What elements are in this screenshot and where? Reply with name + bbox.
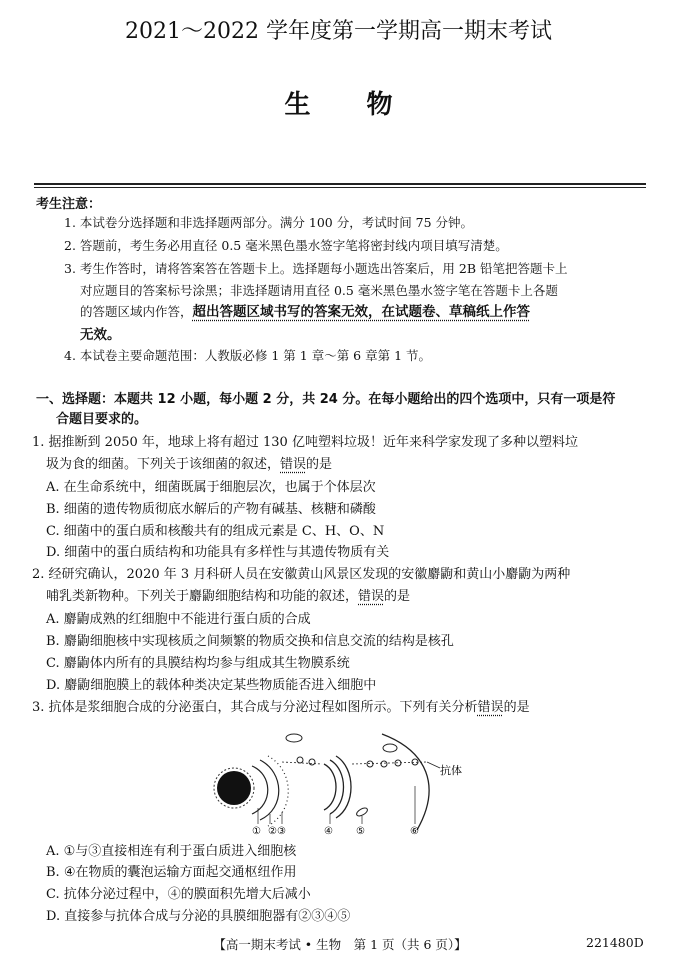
mitochondrion-icon — [286, 734, 302, 742]
section-heading-line2: 合题目要求的。 — [56, 412, 148, 427]
mitochondrion-icon — [355, 806, 368, 817]
figure-number-1: ① — [252, 826, 261, 836]
notice-item-2: 2. 答题前，考生务必用直径 0.5 毫米黑色墨水签字笔将密封线内项目填写清楚。 — [64, 238, 508, 253]
notice-item-4: 4. 本试卷主要命题范围：人教版必修 1 第 1 章～第 6 章第 1 节。 — [64, 348, 431, 363]
question-3-stem: 3. 抗体是浆细胞合成的分泌蛋白，其合成与分泌过程如图所示。下列有关分析 — [32, 700, 478, 715]
mitochondrion-icon — [383, 744, 397, 752]
question-2-stem: 哺乳类新物种。下列关于麝鼩细胞结构和功能的叙述， — [46, 589, 359, 604]
notice-item-3-strong: 超出答题区域书写的答案无效，在试题卷、草稿纸上作答 — [192, 304, 531, 320]
figure-number-2-3: ②③ — [268, 826, 286, 836]
er-membrane-2 — [260, 760, 279, 820]
question-3-option-a: A. ①与③直接相连有利于蛋白质进入细胞核 — [46, 844, 297, 859]
question-1-option-b: B. 细菌的遗传物质彻底水解后的产物有碱基、核糖和磷酸 — [46, 502, 376, 517]
golgi-2 — [330, 760, 344, 814]
question-3-option-d: D. 直接参与抗体合成与分泌的具膜细胞器有②③④⑤ — [46, 909, 351, 924]
notice-item-3-plain: 的答题区域内作答， — [80, 304, 193, 319]
footer-exam-code: 221480D — [586, 935, 644, 950]
subject-title: 生物 — [284, 90, 449, 120]
er-membrane-1 — [252, 766, 268, 814]
question-2-line2 — [46, 586, 666, 608]
notice-item-3-strong-end: 无效。 — [80, 327, 121, 343]
question-1-emphasis: 错误 — [280, 457, 307, 472]
antibody-pointer — [427, 762, 440, 768]
question-3-line1 — [32, 697, 652, 719]
figure-number-4: ④ — [324, 826, 333, 836]
question-1-option-d: D. 细菌中的蛋白质结构和功能具有多样性与其遗传物质有关 — [46, 545, 390, 560]
question-2-stem-end: 的是 — [384, 589, 411, 604]
question-3-option-c: C. 抗体分泌过程中，④的膜面积先增大后减小 — [46, 887, 311, 902]
transport-arrow — [282, 762, 427, 764]
question-1-stem-end: 的是 — [306, 457, 333, 472]
notice-item-3: 3. 考生作答时，请将答案答在答题卡上。选择题每小题选出答案后，用 2B 铅笔把答题卡上 — [64, 261, 568, 276]
question-2-option-a: A. 麝鼩成熟的红细胞中不能进行蛋白质的合成 — [46, 612, 311, 627]
question-2-line1: 2. 经研究确认，2020 年 3 月科研人员在安徽黄山风景区发现的安徽麝鼩和黄山小麝鼩为两种 — [32, 567, 571, 582]
notice-heading: 考生注意： — [36, 197, 102, 212]
notice-item-3-line3 — [80, 300, 655, 324]
footer-page-info: 【高一期末考试 • 生物 第 1 页（共 6 页）】 — [213, 937, 467, 952]
er-ribosomes — [268, 756, 288, 826]
header-divider-thin — [34, 187, 646, 188]
question-1-line1: 1. 据推断到 2050 年，地球上将有超过 130 亿吨塑料垃圾！近年来科学家发现了多种以塑料垃 — [32, 435, 578, 450]
figure-number-6: ⑥ — [410, 826, 419, 836]
vesicle-icon — [367, 761, 373, 767]
nucleus-icon — [217, 771, 251, 805]
question-1-stem: 圾为食的细菌。下列关于该细菌的叙述， — [46, 457, 281, 472]
question-3-option-b: B. ④在物质的囊泡运输方面起交通枢纽作用 — [46, 865, 297, 880]
golgi-1 — [324, 764, 336, 810]
vesicle-icon — [297, 757, 303, 763]
exam-title: 2021～2022 学年度第一学期高一期末考试 — [125, 19, 552, 44]
question-2-option-d: D. 麝鼩细胞膜上的载体种类决定某些物质能否进入细胞中 — [46, 678, 377, 693]
notice-item-1: 1. 本试卷分选择题和非选择题两部分。满分 100 分，考试时间 75 分钟。 — [64, 215, 474, 230]
question-2-emphasis: 错误 — [358, 589, 385, 604]
notice-item-3-line2: 对应题目的答案标号涂黑；非选择题请用直径 0.5 毫米黑色墨水签字笔在答题卡上各题 — [80, 283, 558, 298]
section-heading-line1: 一、选择题：本题共 12 小题，每小题 2 分，共 24 分。在每小题给出的四个选项中，只有一项是符 — [36, 392, 616, 407]
question-1-option-a: A. 在生命系统中，细菌既属于细胞层次，也属于个体层次 — [46, 480, 376, 495]
antibody-label: 抗体 — [440, 764, 462, 777]
question-3-stem-end: 的是 — [503, 700, 530, 715]
vesicle-icon — [381, 761, 387, 767]
vesicle-icon — [309, 759, 315, 765]
header-divider — [34, 183, 646, 185]
antibody-secretion-figure — [212, 726, 472, 836]
question-2-option-c: C. 麝鼩体内所有的具膜结构均参与组成其生物膜系统 — [46, 656, 350, 671]
question-2-option-b: B. 麝鼩细胞核中实现核质之间频繁的物质交换和信息交流的结构是核孔 — [46, 634, 454, 649]
cell-membrane — [382, 734, 429, 830]
question-3-emphasis: 错误 — [477, 700, 504, 715]
figure-number-5: ⑤ — [356, 826, 365, 836]
question-1-line2 — [46, 454, 666, 476]
question-1-option-c: C. 细菌中的蛋白质和核酸共有的组成元素是 C、H、O、N — [46, 524, 385, 539]
